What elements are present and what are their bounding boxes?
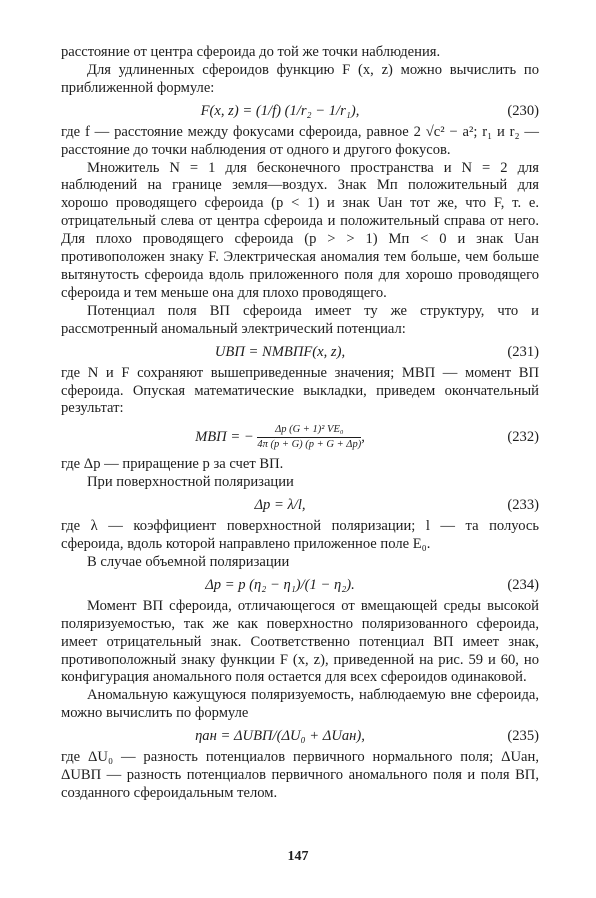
- paragraph: Потенциал поля ВП сфероида имеет ту же структуру, что и рассмотренный аномальный электрический потенциал:: [61, 302, 539, 337]
- paragraph: расстояние от центра сфероида до той же точки наблюдения.: [61, 44, 441, 60]
- equation-formula: F(x, z) = (1/f) (1/r₂ − 1/r₁),: [200, 102, 360, 119]
- paragraph: где λ — коэффициент поверхностной поляризации; l — та полуось сфероида, вдоль которой направлено приложенное поле E₀.: [61, 518, 539, 553]
- paragraph: Множитель N = 1 для бесконечного пространства и N = 2 для наблюдений на границе земля—воздух. Знак Mп положительный для хорошо проводящего сфероида (p < 1) и знак Uан тот же, что F, т. е. отрицательный слева от центра сфероида и положительный справа от него. Для плохо проводящего сфероида (p > > 1) Mп < 0 и знак Uан противоположен знаку F. Электрическая аномалия тем больше, чем больше вытянутость сфероида вдоль приложенного поля для хорошо проводящего сфероида и тем меньше она для плохо проводящего.: [61, 159, 539, 301]
- equation-number: (231): [507, 343, 539, 360]
- paragraph: где Δp — приращение p за счет ВП.: [61, 456, 284, 473]
- equation-formula: ηан = ΔUВП/(ΔU₀ + ΔUан),: [195, 728, 365, 745]
- equation-233: [61, 494, 539, 516]
- equation-number: (232): [507, 429, 539, 446]
- equation-231: [61, 341, 539, 363]
- paragraph: где N и F сохраняют вышеприведенные значения; MВП — момент ВП сфероида. Опуская математические выкладки, приведем окончательный результат:: [61, 364, 539, 417]
- equation-number: (234): [507, 576, 539, 593]
- equation-number: (230): [507, 102, 539, 119]
- equation-232: [61, 420, 539, 454]
- paragraph: Момент ВП сфероида, отличающегося от вмещающей среды высокой поляризуемостью, так же как поверхностно поляризованного сфероида, имеет отрицательный знак. Соответственно потенциал ВП имеет знак, противоположный знаку функции F (x, z), приведенной на рис. 59 и 60, но конфигурация аномального поля остается для всех сфероидов одинаковой.: [61, 597, 539, 686]
- page-number: 147: [287, 849, 309, 864]
- fraction-denominator: 4π (p + G) (p + G + Δp): [257, 439, 362, 451]
- equation-formula: MВП = − $\frac{\text{Δp (G + 1)² VE₀}}{4\pi (p + G) (p + G + \Delta p)}$ ,: [195, 424, 365, 451]
- equation-230: [61, 100, 539, 122]
- paragraph: При поверхностной поляризации: [87, 474, 294, 491]
- paragraph: В случае объемной поляризации: [87, 553, 290, 570]
- equation-235: [61, 725, 539, 747]
- equation-formula: Δp = p (η₂ − η₁)/(1 − η₂).: [205, 576, 355, 593]
- paragraph: Аномальную кажущуюся поляризуемость, наблюдаемую вне сфероида, можно вычислить по формуле: [61, 687, 539, 722]
- paragraph: Для удлиненных сфероидов функцию F (x, z) можно вычислить по приближенной формуле:: [61, 61, 539, 96]
- equation-234: [61, 574, 539, 596]
- equation-number: (235): [507, 728, 539, 745]
- fraction-numerator: Δp (G + 1)² VE₀: [257, 424, 361, 438]
- equation-number: (233): [507, 497, 539, 514]
- equation-lhs: MВП = −: [195, 429, 254, 446]
- paragraph: где f — расстояние между фокусами сфероида, равное 2 √c² − a²; r₁ и r₂ — расстояние до точки наблюдения от одного и другого фокусов.: [61, 123, 539, 158]
- paragraph: где ΔU₀ — разность потенциалов первичного нормального поля; ΔUан, ΔUВП — разность потенциалов первичного аномального поля и поля ВП, созданного сфероидальным телом.: [61, 749, 539, 801]
- equation-formula: UВП = NMВПF(x, z),: [214, 343, 346, 360]
- equation-formula: Δp = λ/l,: [254, 497, 306, 514]
- fraction: [257, 424, 361, 451]
